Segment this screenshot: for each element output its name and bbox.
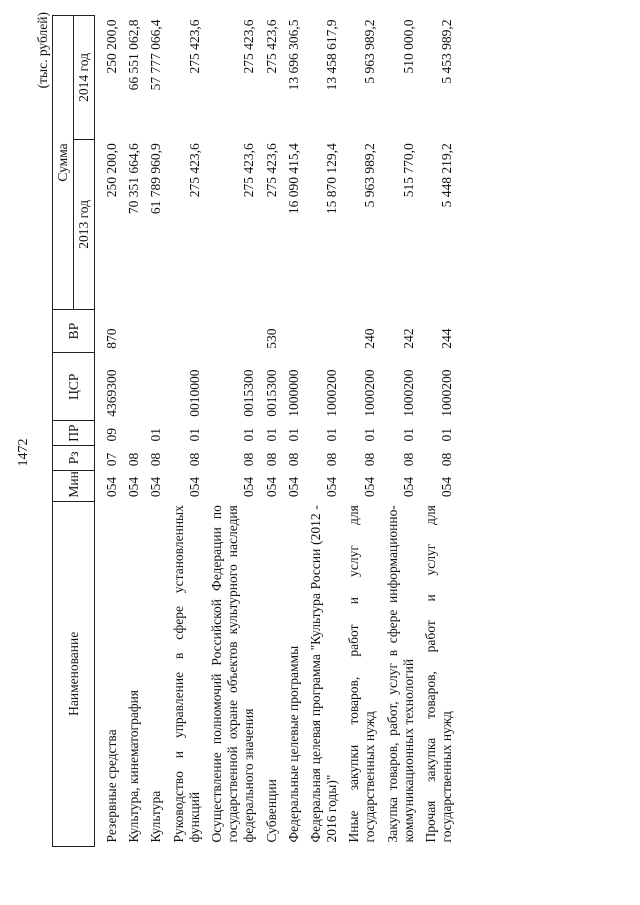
cell-2013: 275 423,6 xyxy=(241,143,257,198)
table-row xyxy=(283,16,305,847)
cell-2014: 510 000,0 xyxy=(400,19,416,74)
table-row xyxy=(261,16,283,847)
cell-2014: 275 423,6 xyxy=(186,19,202,74)
cell-2014: 275 423,6 xyxy=(241,19,257,74)
cell-vr xyxy=(283,309,305,352)
cell-rz: 08 xyxy=(148,452,164,467)
cell-2014: 250 200,0 xyxy=(104,19,119,74)
cell-csr xyxy=(145,353,167,421)
cell-name: Осуществление полномочий Российской Федерации по государственной охране объектов культурного наследия федерального значения xyxy=(208,505,257,843)
table-row xyxy=(420,16,458,847)
cell-name: Руководство и управление в сфере установленных функций xyxy=(170,505,202,843)
cell-name: Федеральные целевые программы xyxy=(285,645,301,843)
table-row xyxy=(123,16,145,847)
cell-name: Прочая закупка товаров, работ и услуг для государственных нужд xyxy=(423,505,455,843)
cell-2013: 5 448 219,2 xyxy=(439,143,455,208)
cell-pr: 01 xyxy=(439,427,455,442)
cell-vr xyxy=(145,309,167,352)
cell-csr: 1000200 xyxy=(362,369,378,417)
cell-vr xyxy=(206,309,261,352)
cell-pr: 01 xyxy=(263,427,279,442)
cell-min: 054 xyxy=(400,476,416,498)
cell-csr: 1000200 xyxy=(324,369,340,417)
cell-rz: 08 xyxy=(400,452,416,467)
cell-vr xyxy=(123,309,145,352)
cell-csr xyxy=(123,353,145,421)
cell-name: Закупка товаров, работ, услуг в сфере информационно-коммуникационных технологий xyxy=(384,505,416,843)
cell-min: 054 xyxy=(148,476,164,498)
header-vr: ВР xyxy=(53,309,95,352)
header-min: Мин xyxy=(53,470,95,501)
cell-rz: 08 xyxy=(285,452,301,467)
cell-2014: 57 777 066,4 xyxy=(148,19,164,91)
cell-min: 054 xyxy=(186,476,202,498)
cell-csr: 1000200 xyxy=(400,369,416,417)
cell-rz: 08 xyxy=(263,452,279,467)
cell-vr xyxy=(305,309,343,352)
cell-min: 054 xyxy=(285,476,301,498)
cell-rz: 08 xyxy=(439,452,455,467)
header-pr: ПР xyxy=(53,421,95,446)
table-row xyxy=(343,16,381,847)
cell-pr: 01 xyxy=(186,427,202,442)
cell-min: 054 xyxy=(104,476,119,498)
cell-2013: 15 870 129,4 xyxy=(324,143,340,215)
cell-min: 054 xyxy=(439,476,455,498)
cell-csr: 0010000 xyxy=(186,369,202,417)
table-header xyxy=(53,16,95,847)
cell-rz: 08 xyxy=(126,452,142,467)
cell-vr xyxy=(168,309,206,352)
header-rz: Рз xyxy=(53,445,95,470)
cell-2013: 16 090 415,4 xyxy=(285,143,301,215)
cell-rz: 08 xyxy=(186,452,202,467)
cell-min: 054 xyxy=(362,476,378,498)
cell-vr: 242 xyxy=(400,328,416,349)
table-row xyxy=(305,16,343,847)
cell-2014: 13 696 306,5 xyxy=(285,19,301,91)
cell-2013: 70 351 664,6 xyxy=(126,143,142,215)
cell-rz: 08 xyxy=(362,452,378,467)
cell-2013: 61 789 960,9 xyxy=(148,143,164,215)
cell-vr: 240 xyxy=(362,328,378,349)
cell-rz: 08 xyxy=(241,452,257,467)
cell-2013: 275 423,6 xyxy=(186,143,202,198)
cell-csr: 1000000 xyxy=(285,369,301,417)
cell-pr: 01 xyxy=(241,427,257,442)
cell-pr: 01 xyxy=(285,427,301,442)
cell-rz: 08 xyxy=(324,452,340,467)
cell-vr: 870 xyxy=(104,328,119,349)
cell-rz: 07 xyxy=(104,452,119,467)
cell-min: 054 xyxy=(241,476,257,498)
budget-table xyxy=(52,15,458,847)
cell-min: 054 xyxy=(324,476,340,498)
table-row xyxy=(145,16,167,847)
header-csr: ЦСР xyxy=(53,353,95,421)
cell-2013: 5 963 989,2 xyxy=(362,143,378,208)
cell-csr: 0015300 xyxy=(263,369,279,417)
header-name: Наименование xyxy=(53,501,95,846)
cell-name: Культура xyxy=(148,790,164,843)
cell-2014: 13 458 617,9 xyxy=(324,19,340,91)
cell-vr: 244 xyxy=(439,328,455,349)
cell-name: Субвенции xyxy=(263,779,279,843)
cell-name: Федеральная целевая программа "Культура России (2012 - 2016 годы)" xyxy=(307,505,340,843)
cell-pr xyxy=(123,421,145,446)
table-row xyxy=(95,16,124,847)
cell-2014: 5 963 989,2 xyxy=(362,19,378,84)
cell-csr: 4369300 xyxy=(104,369,119,417)
table-row xyxy=(382,16,420,847)
unit-note: (тыс. рублей) xyxy=(35,12,50,89)
header-sum: Сумма xyxy=(53,16,74,310)
cell-2013: 275 423,6 xyxy=(263,143,279,198)
cell-pr: 01 xyxy=(148,427,164,442)
cell-2014: 275 423,6 xyxy=(263,19,279,74)
cell-pr: 01 xyxy=(324,427,340,442)
cell-2014: 5 453 989,2 xyxy=(439,19,455,84)
cell-2013: 250 200,0 xyxy=(104,143,119,198)
cell-min: 054 xyxy=(263,476,279,498)
page-number: 1472 xyxy=(16,438,31,467)
table-row xyxy=(168,16,206,847)
cell-name: Культура, кинематография xyxy=(126,689,142,843)
table-row xyxy=(206,16,261,847)
cell-csr: 0015300 xyxy=(241,369,257,417)
cell-pr: 09 xyxy=(104,427,119,442)
cell-csr: 1000200 xyxy=(439,369,455,417)
cell-pr: 01 xyxy=(400,427,416,442)
cell-vr: 530 xyxy=(263,328,279,349)
cell-min: 054 xyxy=(126,476,142,498)
header-2014: 2014 год xyxy=(74,16,95,140)
cell-pr: 01 xyxy=(362,427,378,442)
header-2013: 2013 год xyxy=(74,139,95,309)
cell-2014: 66 551 062,8 xyxy=(126,19,142,91)
cell-2013: 515 770,0 xyxy=(400,143,416,198)
cell-name: Резервные средства xyxy=(104,729,119,843)
table-body xyxy=(95,16,459,847)
cell-name: Иные закупки товаров, работ и услуг для государственных нужд xyxy=(346,505,378,843)
